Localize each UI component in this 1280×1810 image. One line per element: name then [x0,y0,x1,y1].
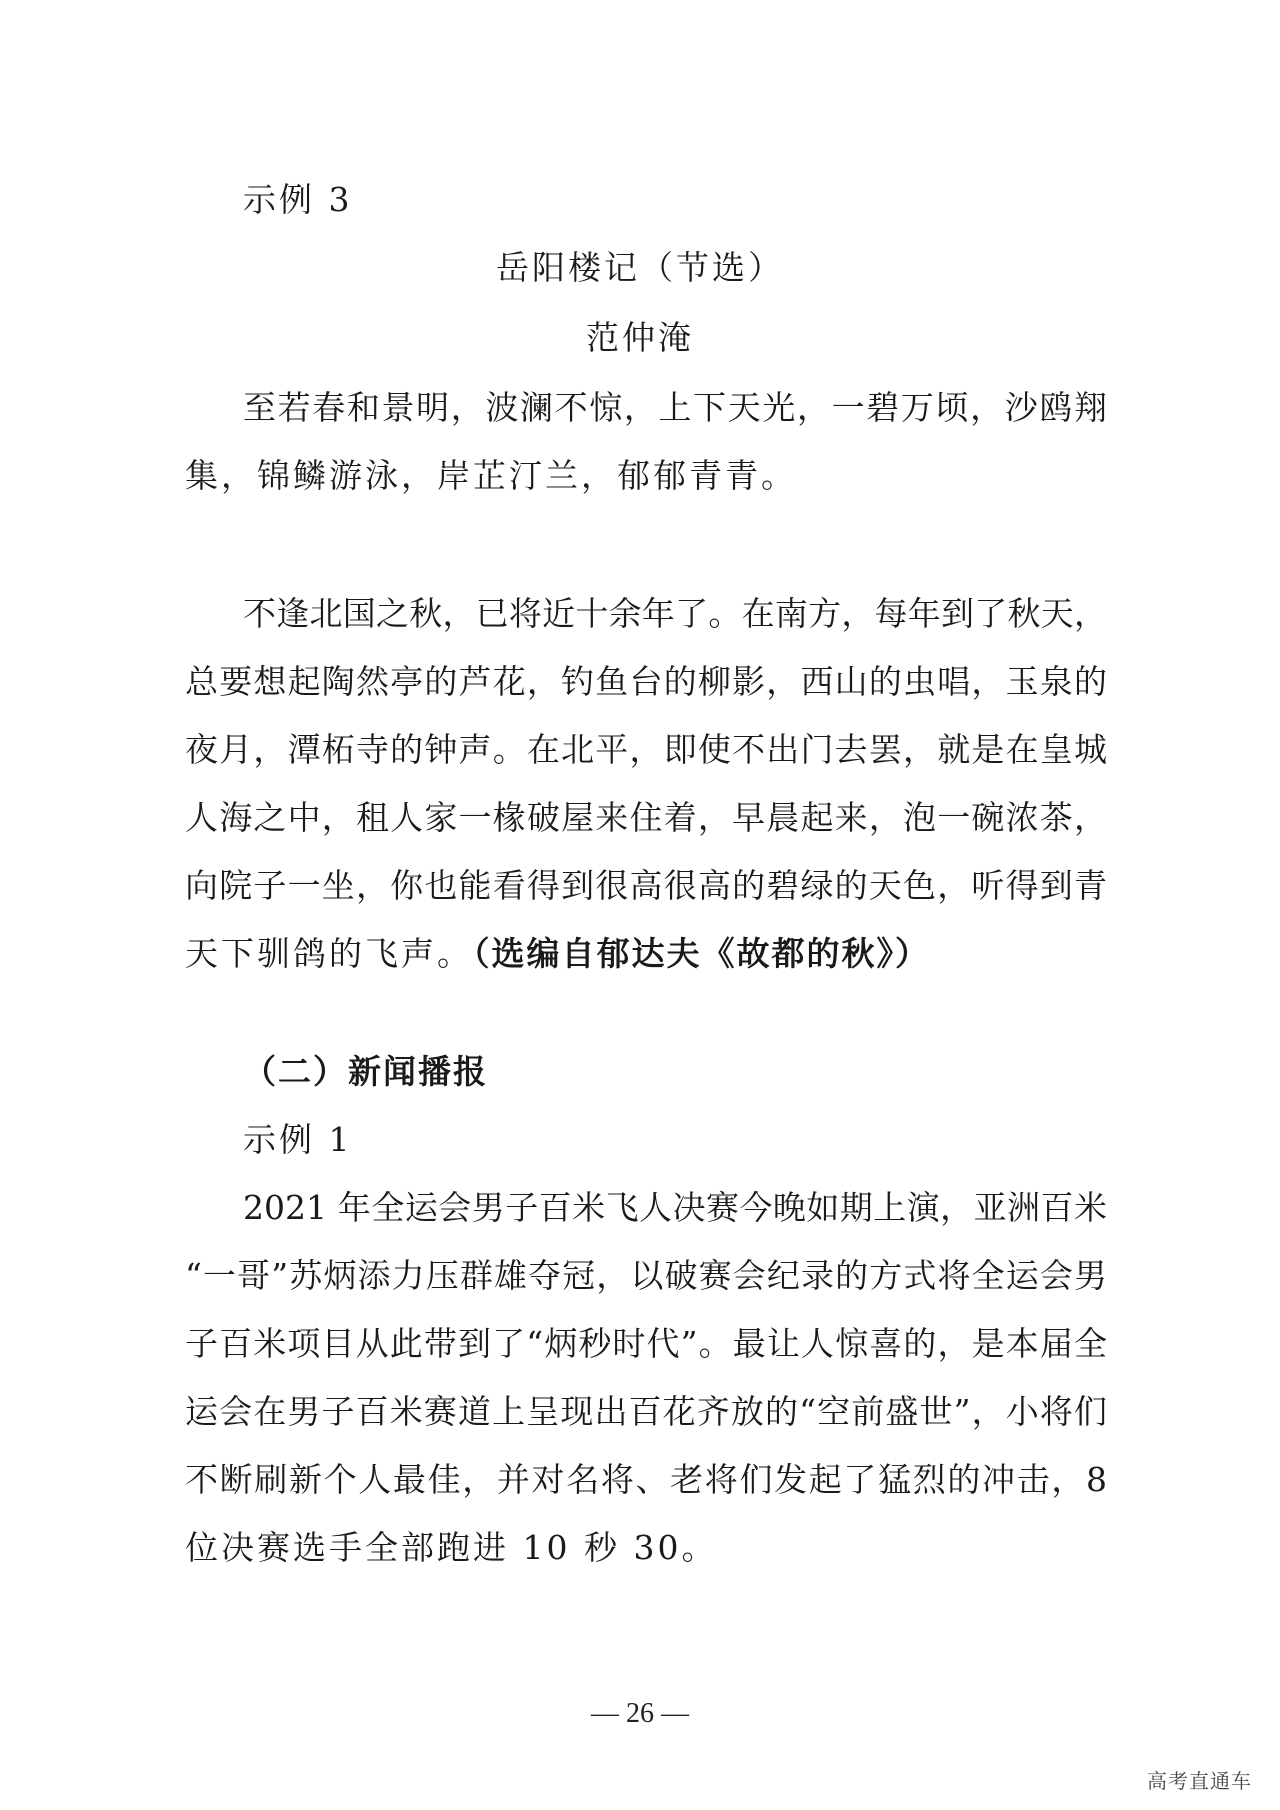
news-example-1-label: 示例 1 [243,1120,353,1159]
news-line-6: 位决赛选手全部跑进 10 秒 30。 [185,1528,718,1567]
news-line-5: 不断刷新个人最佳，并对名将、老将们发起了猛烈的冲击，8 [185,1460,1107,1499]
news-line-2: “一哥”苏炳添力压群雄夺冠，以破赛会纪录的方式将全运会男 [185,1256,1107,1295]
autumn-line-3: 夜月，潭柘寺的钟声。在北平，即使不出门去罢，就是在皇城 [185,730,1107,769]
page-number: — 26 — [591,1698,689,1729]
yueyang-line-2: 集，锦鳞游泳，岸芷汀兰，郁郁青青。 [185,456,797,495]
autumn-line-2: 总要想起陶然亭的芦花，钓鱼台的柳影，西山的虫唱，玉泉的 [185,662,1107,701]
news-section-heading: （二）新闻播报 [243,1052,488,1091]
news-line-1: 2021 年全运会男子百米飞人决赛今晚如期上演，亚洲百米 [243,1188,1107,1227]
watermark-text: 高考直通车 [1147,1769,1252,1793]
autumn-line-4: 人海之中，租人家一椽破屋来住着，早晨起来，泡一碗浓茶， [185,798,1107,837]
poem-author: 范仲淹 [586,318,694,357]
autumn-source: （选编自郁达夫《故都的秋》） [473,934,930,973]
autumn-line-6 [185,934,930,974]
example-3-label: 示例 3 [243,180,353,219]
news-line-3: 子百米项目从此带到了“炳秒时代”。最让人惊喜的，是本届全 [185,1324,1107,1363]
poem-title: 岳阳楼记（节选） [496,248,784,287]
autumn-last-text: 天下驯鸽的飞声。 [185,934,473,973]
autumn-line-1: 不逢北国之秋，已将近十余年了。在南方，每年到了秋天， [243,594,1107,633]
autumn-line-5: 向院子一坐，你也能看得到很高很高的碧绿的天色，听得到青 [185,866,1107,905]
news-line-4: 运会在男子百米赛道上呈现出百花齐放的“空前盛世”，小将们 [185,1392,1107,1431]
yueyang-line-1: 至若春和景明，波澜不惊，上下天光，一碧万顷，沙鸥翔 [243,388,1107,427]
